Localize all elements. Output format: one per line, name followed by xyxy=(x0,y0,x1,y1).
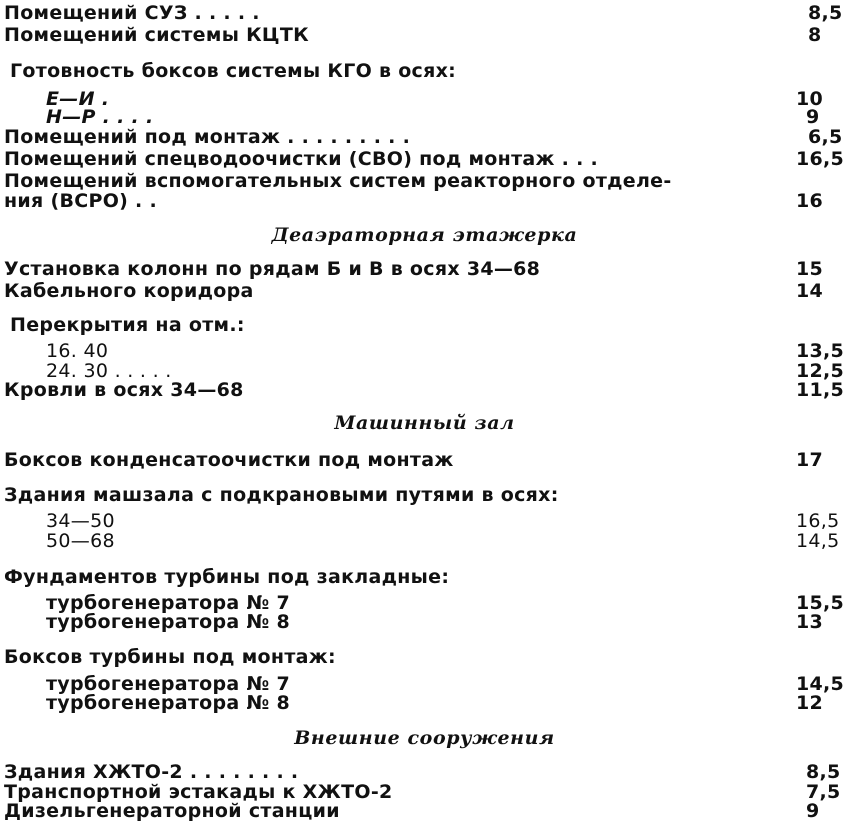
row-value: 9 xyxy=(806,106,820,128)
row-value: 8,5 xyxy=(806,761,841,783)
row-label: Кабельного коридора xyxy=(4,280,254,302)
row-label: турбогенератора № 7 xyxy=(46,673,291,695)
row-value: 12 xyxy=(796,692,824,714)
row-label: турбогенератора № 8 xyxy=(46,692,291,714)
row-label: Помещений спецводоочистки (СВО) под монтаж . . . xyxy=(4,148,599,170)
row-value: 9 xyxy=(806,800,820,822)
row-value: 10 xyxy=(796,88,824,110)
row-value: 17 xyxy=(796,449,824,471)
row-label: Установка колонн по рядам Б и В в осях 34—68 xyxy=(4,258,541,280)
row-label: Боксов турбины под монтаж: xyxy=(4,646,336,668)
row-label: Дизельгенераторной станции xyxy=(4,800,340,822)
row-value: 6,5 xyxy=(808,126,843,148)
row-label: Помещений под монтаж . . . . . . . . . xyxy=(4,126,411,148)
row-label: Перекрытия на отм.: xyxy=(10,314,245,336)
row-value: 13 xyxy=(796,611,824,633)
row-value: 16,5 xyxy=(796,510,840,532)
row-label: турбогенератора № 7 xyxy=(46,592,291,614)
row-label: 50—68 xyxy=(46,530,115,552)
section-heading: Внешние сооружения xyxy=(294,727,555,749)
row-label: Здания ХЖТО-2 . . . . . . . . xyxy=(4,761,299,783)
row-value: 16 xyxy=(796,190,824,212)
row-label: 24. 30 . . . . . xyxy=(46,360,172,382)
row-value: 14,5 xyxy=(796,673,845,695)
row-value: 15,5 xyxy=(796,592,845,614)
row-value: 11,5 xyxy=(796,379,845,401)
row-value: 15 xyxy=(796,258,824,280)
row-label: Кровли в осях 34—68 xyxy=(4,379,244,401)
section-heading: Машинный зал xyxy=(334,412,515,434)
row-label: турбогенератора № 8 xyxy=(46,611,291,633)
row-value: 8,5 xyxy=(808,2,843,24)
row-value: 13,5 xyxy=(796,340,845,362)
row-label: Н—Р . . . . xyxy=(46,106,154,128)
row-label: Е—И . xyxy=(46,88,110,110)
row-label: Готовность боксов системы КГО в осях: xyxy=(10,60,457,82)
row-value: 14,5 xyxy=(796,530,840,552)
row-label: Помещений системы КЦТК xyxy=(4,24,309,46)
row-label: 16. 40 xyxy=(46,340,109,362)
row-label: Помещений СУЗ . . . . . xyxy=(4,2,260,24)
row-label: Боксов конденсатоочистки под монтаж xyxy=(4,449,454,471)
row-label: Фундаментов турбины под закладные: xyxy=(4,566,450,588)
row-value: 7,5 xyxy=(806,781,841,803)
row-value: 16,5 xyxy=(796,148,845,170)
row-label: 34—50 xyxy=(46,510,115,532)
row-label: Здания машзала с подкрановыми путями в осях: xyxy=(4,484,559,506)
row-value: 14 xyxy=(796,280,824,302)
row-label: ния (ВСРО) . . xyxy=(4,190,157,212)
row-value: 8 xyxy=(808,24,822,46)
row-label: Транспортной эстакады к ХЖТО-2 xyxy=(4,781,393,803)
section-heading: Деаэраторная этажерка xyxy=(271,224,578,246)
row-label: Помещений вспомогательных систем реакторного отделе- xyxy=(4,170,672,192)
row-value: 12,5 xyxy=(796,360,845,382)
